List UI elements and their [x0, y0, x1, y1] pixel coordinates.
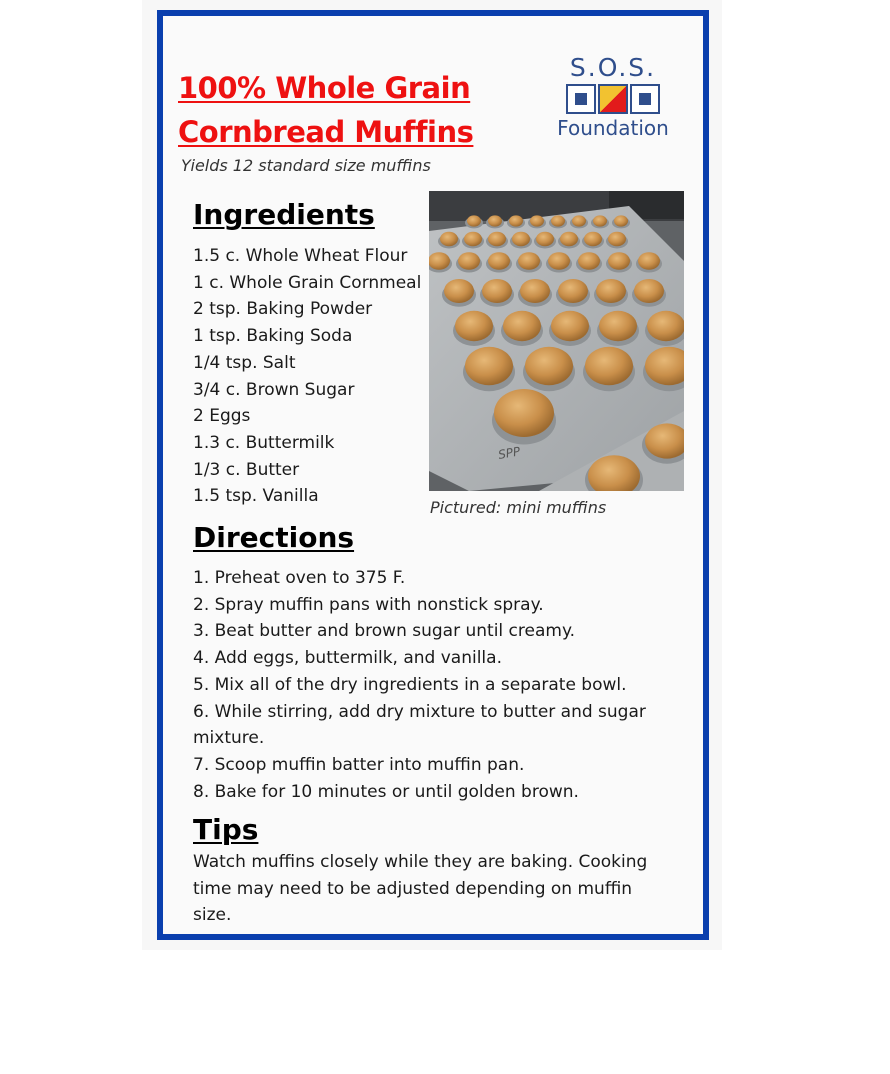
muffin [585, 347, 633, 385]
muffins-photo [429, 191, 684, 491]
tips-heading: Tips [193, 813, 259, 846]
ingredient-item: 1/3 c. Butter [193, 459, 300, 480]
muffin [525, 347, 573, 385]
ingredient-item: 2 tsp. Baking Powder [193, 299, 373, 320]
logo-name: S.O.S. [569, 53, 657, 82]
ingredient-item: 2 Eggs [193, 406, 251, 427]
recipe-card [157, 10, 709, 940]
muffin [584, 232, 602, 246]
muffin [467, 215, 481, 226]
muffin [614, 215, 628, 226]
muffin [551, 311, 589, 341]
muffin [578, 252, 600, 270]
muffin [509, 215, 523, 226]
direction-step: 7. Scoop muffin batter into muffin pan. [193, 754, 525, 775]
ingredient-item: 1/4 tsp. Salt [193, 352, 296, 373]
ingredients-list [193, 243, 421, 510]
recipe-yield: Yields 12 standard size muffins [181, 156, 431, 175]
muffin [520, 279, 550, 303]
pan-marking: SPP [497, 444, 522, 462]
muffin [512, 232, 530, 246]
muffin [548, 252, 570, 270]
directions-heading: Directions [193, 521, 355, 554]
ingredient-item: 1.5 tsp. Vanilla [193, 486, 319, 507]
ingredient-item: 1 c. Whole Grain Cornmeal [193, 272, 422, 293]
ingredient-item: 1.3 c. Buttermilk [193, 432, 335, 453]
direction-step: 6. While stirring, add dry mixture to butter and sugar mixture. [193, 701, 646, 749]
direction-step: 1. Preheat oven to 375 F. [193, 568, 406, 588]
muffin [634, 279, 664, 303]
muffin [593, 215, 607, 226]
muffin [455, 311, 493, 341]
direction-step: 2. Spray muffin pans with nonstick spray. [193, 594, 544, 615]
direction-step: 5. Mix all of the dry ingredients in a separate bowl. [193, 674, 627, 695]
muffin [482, 279, 512, 303]
oscar-flag-icon [598, 84, 628, 114]
muffin [551, 215, 565, 226]
tips-text: Watch muffins closely while they are baking. Cooking time may need to be adjusted depending on muffin size. [193, 852, 648, 926]
muffin [518, 252, 540, 270]
ingredient-item: 1 tsp. Baking Soda [193, 326, 353, 347]
muffin [464, 232, 482, 246]
muffin [608, 232, 626, 246]
muffin [488, 215, 502, 226]
logo-subtitle: Foundation [557, 116, 669, 140]
photo-caption: Pictured: mini muffins [430, 498, 607, 517]
muffin [530, 215, 544, 226]
recipe-title-line-2: Cornbread Muffins [178, 115, 474, 149]
muffin [494, 389, 554, 437]
ingredients-heading: Ingredients [193, 198, 375, 231]
flag-square-icon [566, 84, 596, 114]
flag-square-icon [630, 84, 660, 114]
muffin [596, 279, 626, 303]
muffin [558, 279, 588, 303]
muffin [608, 252, 630, 270]
muffin [503, 311, 541, 341]
muffin [572, 215, 586, 226]
recipe-title [178, 66, 473, 154]
muffin [429, 252, 450, 270]
muffin [560, 232, 578, 246]
muffin [599, 311, 637, 341]
muffin [647, 311, 684, 341]
ingredient-item: 1.5 c. Whole Wheat Flour [193, 246, 408, 266]
muffin [440, 232, 458, 246]
direction-step: 3. Beat butter and brown sugar until creamy. [193, 621, 575, 642]
muffin [488, 252, 510, 270]
muffin [444, 279, 474, 303]
muffin [638, 252, 660, 270]
direction-step: 8. Bake for 10 minutes or until golden brown. [193, 781, 579, 802]
muffin [465, 347, 513, 385]
logo-flags-icon [547, 84, 679, 114]
muffin [488, 232, 506, 246]
ingredient-item: 3/4 c. Brown Sugar [193, 379, 355, 400]
recipe-title-line-1: 100% Whole Grain [178, 71, 471, 105]
muffin [536, 232, 554, 246]
directions-list [193, 565, 653, 805]
direction-step: 4. Add eggs, buttermilk, and vanilla. [193, 648, 502, 669]
muffin [458, 252, 480, 270]
sos-foundation-logo [547, 54, 679, 144]
